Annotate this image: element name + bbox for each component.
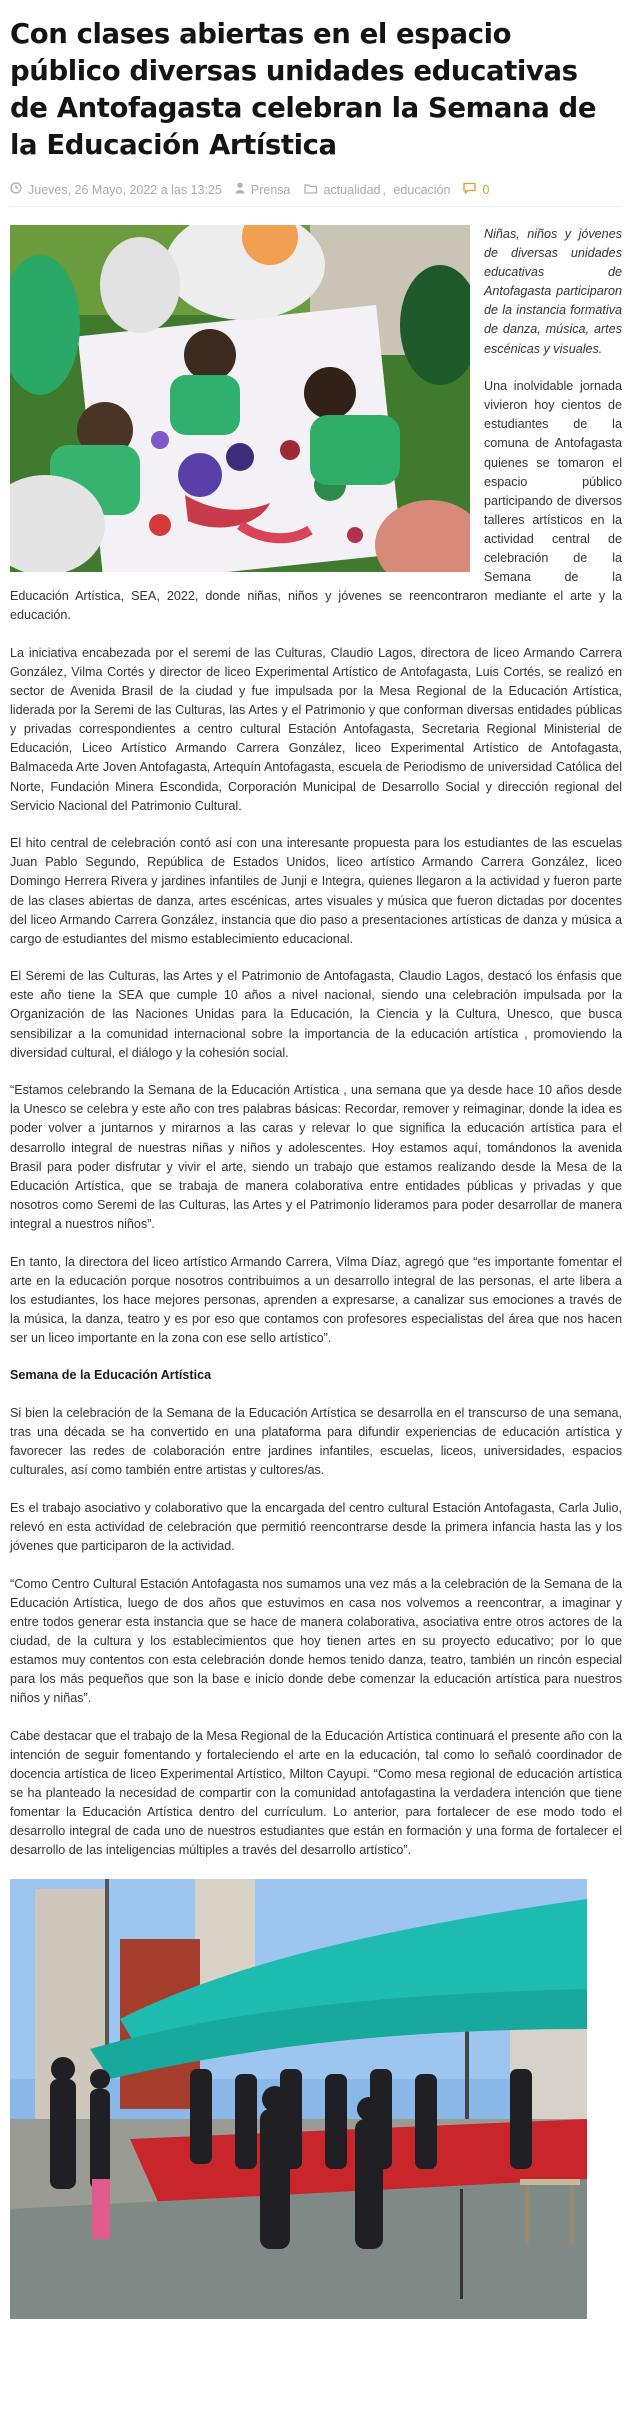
paragraph-9: “Como Centro Cultural Estación Antofagasta nos sumamos una vez más a la celebración de la Semana de la Educación Artística, luego de dos años que estuvimos en casa nos volvemos a reencontrar, a imaginar y entre todos generar esta instancia que se hace de manera colaborativa, asociativa entre otros actores de la ciudad, de la cultura y los establecimientos que hoy tienen artes en su proyecto educativo; por lo que estamos muy contentos con esta celebración donde hemos tenido danza, teatro, también un rincón especial para los más pequeños que son la base e inicio donde debe comenzar la educación artística para nuestros niños y niñas”. [10,1576,622,1706]
article-title: Con clases abiertas en el espacio público diversas unidades educativas de Antofagasta celebran la Semana de la Educación Artística [10,18,597,161]
section-subheading: Semana de la Educación Artística [10,1368,212,1383]
category-link-actualidad[interactable]: actualidad [323,183,381,197]
folder-icon [304,182,318,198]
paragraph-6: En tanto, la directora del liceo artístico Armando Carrera, Vilma Díaz, agregó que “es importante fomentar el arte en la educación porque nosotros contribuimos a un desarrollo integral de las personas, el arte libera a los estudiantes, los hace mejores personas, aprenden a expresarse, a canalizar sus emociones a través de la música, la danza, teatro y es por eso que contamos con profesores especialistas del área que nos hacen ser un liceo importante en la zona con ese sello artístico”. [10,1254,622,1345]
article-meta [10,178,622,207]
paragraph-4: El Seremi de las Culturas, las Artes y el Patrimonio de Antofagasta, Claudio Lagos, destacó los énfasis que este año tiene la SEA que cumple 10 años a nivel nacional, siendo una celebración impulsada por la Organización de las Naciones Unidas para la Educación, la Ciencia y la Cultura, Unesco, que busca sensibilizar a la comunidad internacional sobre la importancia de la educación artística , promoviendo la diversidad cultural, el diálogo y la cohesión social. [10,969,622,1060]
clock-icon [10,182,22,198]
paragraph-8: Es el trabajo asociativo y colaborativo que la encargada del centro cultural Estación Antofagasta, Carla Julio, relevó en esta actividad de celebración que permitió reencontrarse desde la primera infancia hasta las y los jóvenes que participaron de la actividad. [10,1500,622,1554]
comment-icon [463,182,476,198]
comment-count-link[interactable]: 0 [482,183,490,197]
paragraph-2: La iniciativa encabezada por el seremi de las Culturas, Claudio Lagos, directora de liceo Armando Carrera González, Vilma Cortés y director de liceo Experimental Artístico de Antofagasta, Luis Cortés, se realizó en sector de Avenida Brasil de la ciudad y fue impulsada por la Mesa Regional de la Educación Artística, liderada por la Seremi de las Culturas, las Artes y el Patrimonio y que conforman diversas entidades públicas y privadas correspondientes a centro cultural Estación Antofagasta, Secretaria Regional Ministerial de Educación, Liceo Artístico Armando Carrera González, liceo Experimental Artístico de Antofagasta, Balmaceda Arte Joven Antofagasta, Artequín Antofagasta, escuela de Periodismo de universidad Católica del Norte, Fundación Minera Escondida, Corporación Municipal de Desarrollo Social y dirección regional del Servicio Nacional del Patrimonio Cultural. [10,645,622,813]
paragraph-3: El hito central de celebración contó así con una interesante propuesta para los estudiantes de las escuelas Juan Pablo Segundo, República de Estados Unidos, liceo artístico Armando Carrera González, liceo Domingo Herrera Rivera y jardines infantiles de Junji e Integra, quienes llegaron a la actividad y fueron parte de las clases abiertas de danza, artes escénicas, artes visuales y música que fueron dictadas por docentes del liceo Armando Carrera González, instancia que dio paso a presentaciones artísticas de danza y música a cargo de estudiantes del mismo establecimiento educacional. [10,836,622,946]
paragraph-7: Si bien la celebración de la Semana de la Educación Artística se desarrolla en el transcurso de una semana, tras una década se ha convertido en una plataforma para difundir experiencias de educación artística y favorecer las redes de colaboración entre jardines infantiles, escuelas, liceos, universidades, espacios culturales, así como también entre artistas y cultores/as. [10,1406,622,1478]
article-lead: Niñas, niños y jóvenes de diversas unidades educativas de Antofagasta participaron de la instancia formativa de danza, música, artes escénicas y visuales. [484,227,622,356]
paragraph-1: Una inolvidable jornada vivieron hoy cientos de estudiantes de la comuna de Antofagasta quienes se tomaron el espacio público participando de diversos talleres artísticos en la actividad central de celebración de la Semana de la Educación Artística, SEA, 2022, donde niñas, niños y jóvenes se reencontraron mediante el arte y la educación. [10,379,622,623]
hero-photo-children-painting [10,225,470,572]
paragraph-5: “Estamos celebrando la Semana de la Educación Artística , una semana que ya desde hace 10 años desde la Unesco se celebra y este año con tres palabras básicas: Recordar, remover y reimaginar, donde la idea es poder volver a juntarnos y mirarnos a las caras y relevar lo que significa la educación artística para el desarrollo integral de nuestras niñas y niños y adolescentes. Hoy estamos aquí, tomándonos la avenida Brasil para poder disfrutar y vivir el arte, siendo un trabajo que estamos realizando desde la Mesa de la Educación Artística, que se trabaja de manera colaborativa entre entidades públicas y privadas y que nosotros como Seremi de las Culturas, las Artes y el Patrimonio lideramos para poder desarrollar de manera integral a nuestros niños”. [10,1083,622,1231]
author-link[interactable]: Prensa [250,183,291,197]
paragraph-10: Cabe destacar que el trabajo de la Mesa Regional de la Educación Artística continuará el presente año con la intención de seguir fomentando y fortaleciendo el arte en la educación, tal como lo señaló coordinador de docencia artística de liceo Experimental Artístico, Milton Cayupi. “Como mesa regional de educación artística se ha planteado la necesidad de compartir con la comunidad antofagastina la verdadera intención que tiene fomentar la Educación Artística dentro del currículum. Lo anterior, para fortalecer de ese modo todo el desarrollo integral de cada uno de nuestros estudiantes que están en formación y una forma de fortalecer el desarrollo de las inteligencias múltiples a través del desarrollo artístico”. [10,1728,622,1858]
photo-dance-class-outdoor [10,1879,587,2319]
user-icon [235,182,245,198]
article-body [10,225,622,2319]
category-link-educacion[interactable]: educación [393,183,451,197]
article-date: Jueves, 26 Mayo, 2022 a las 13:25 [28,183,222,197]
category-separator: , [382,183,386,197]
